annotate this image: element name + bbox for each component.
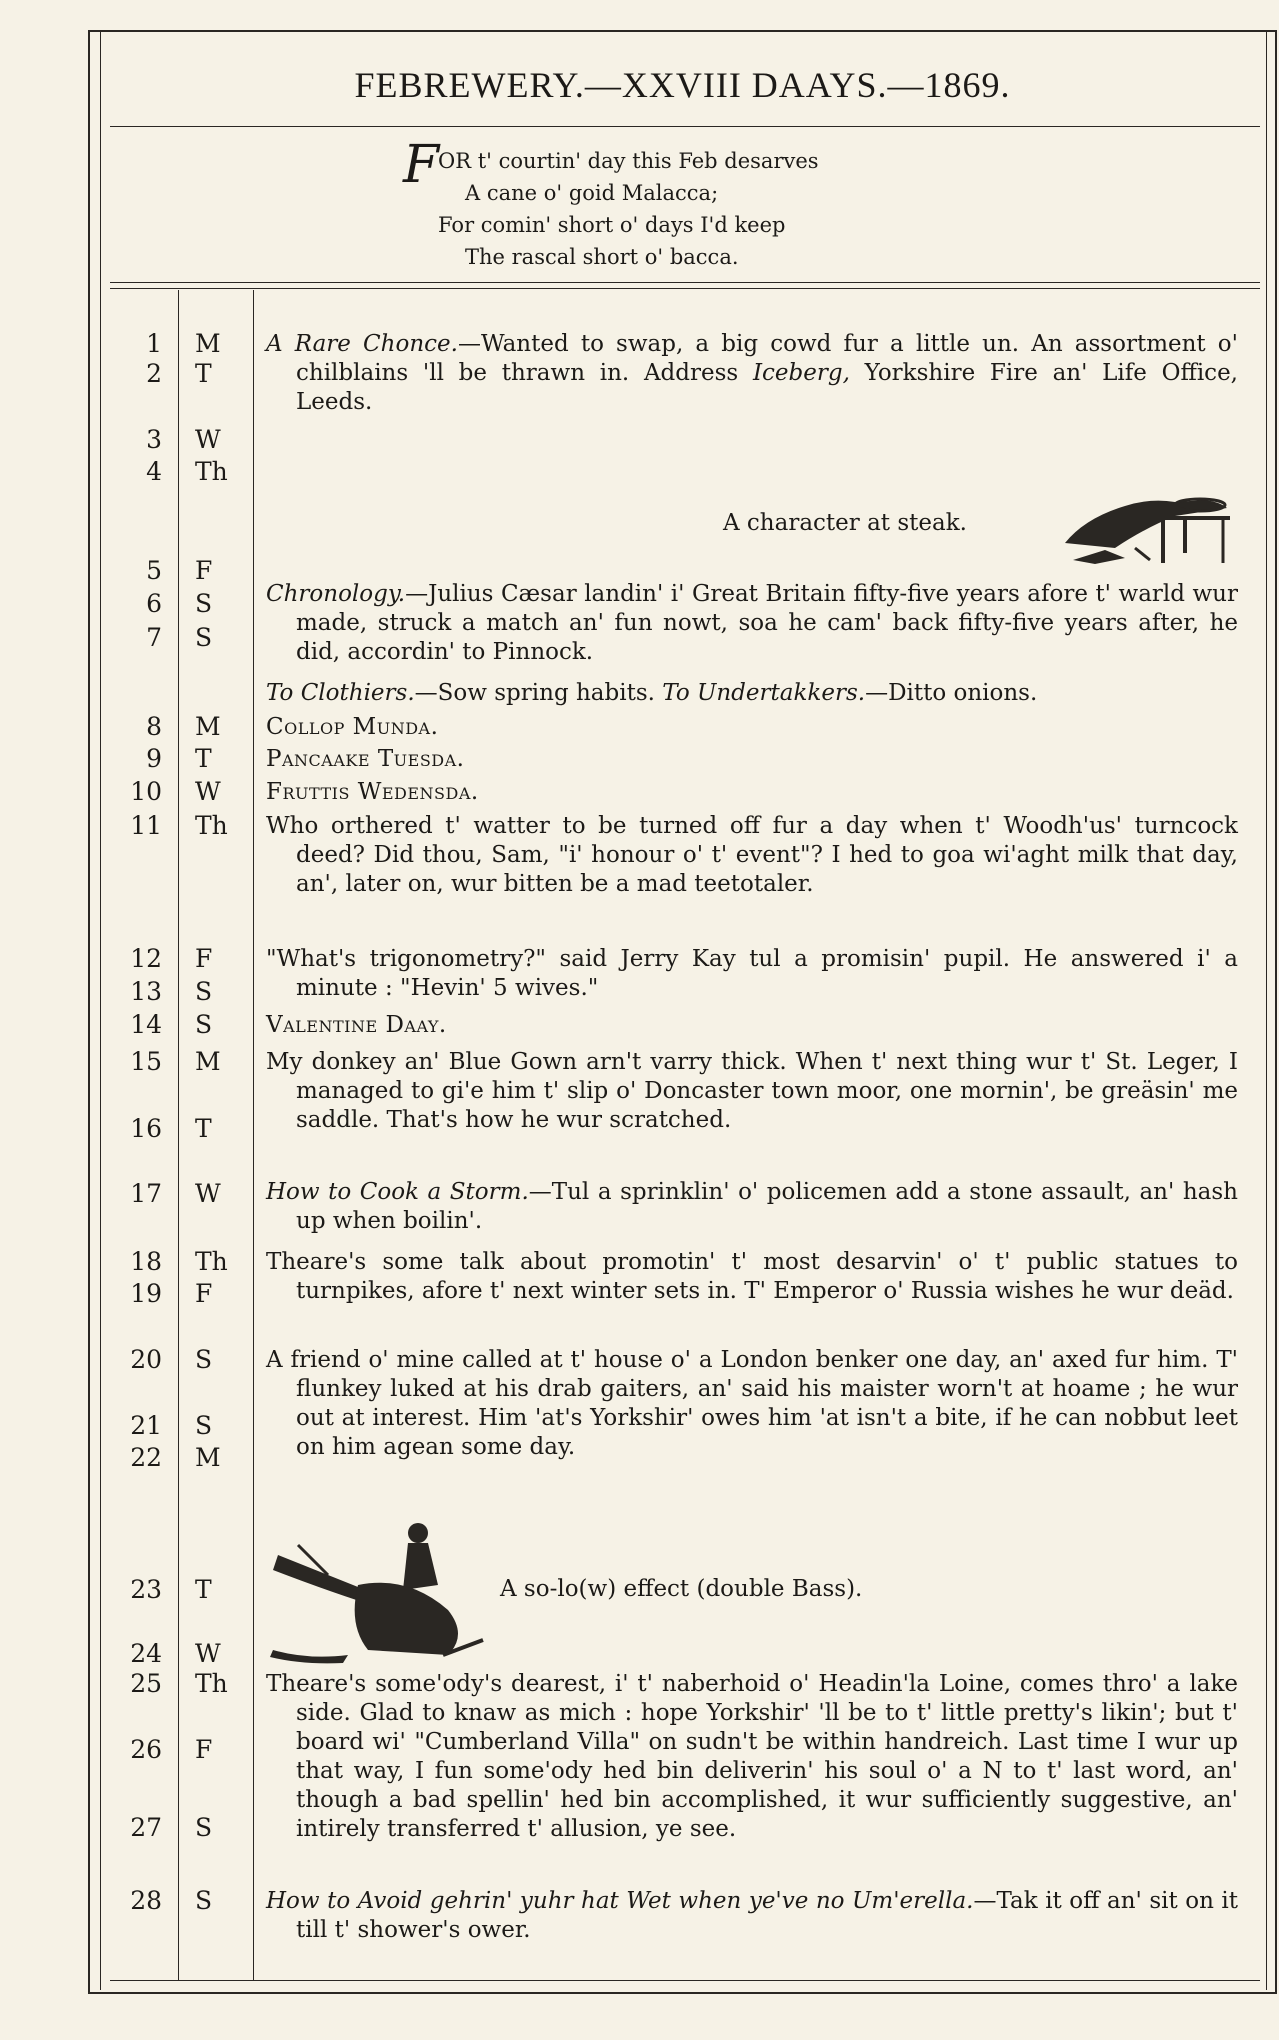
day-number: 5 <box>146 556 162 585</box>
day-name: Th <box>195 1247 228 1276</box>
day-number: 10 <box>130 777 162 806</box>
entry-collop-munda: Collop Munda. <box>266 714 439 740</box>
bottom-rule <box>110 1980 1260 1981</box>
column-divider-1 <box>178 290 179 1980</box>
day-name: F <box>195 1279 213 1308</box>
day-name: T <box>195 1114 212 1143</box>
verse-rule-top <box>110 282 1260 283</box>
day-number: 18 <box>130 1247 162 1276</box>
title-rule <box>110 126 1260 127</box>
day-name: Th <box>195 457 228 486</box>
entry-london-benker <box>266 1346 1238 1462</box>
entry-fruttis-wedensda: Fruttis Wedensda. <box>266 779 479 805</box>
day-name: S <box>195 1813 213 1842</box>
day-number: 1 <box>146 329 162 358</box>
day-number: 12 <box>130 944 162 973</box>
day-name: S <box>195 1345 213 1374</box>
day-name: S <box>195 977 213 1006</box>
double-bass-illustration <box>268 1515 493 1665</box>
page-title: FEBREWERY.—XXVIII DAAYS.—1869. <box>354 65 1011 105</box>
day-number: 4 <box>146 457 162 486</box>
entry-heading: To Undertakkers. <box>662 680 866 706</box>
entry-heading: A Rare Chonce. <box>266 331 458 357</box>
day-number: 8 <box>146 712 162 741</box>
drop-cap: F <box>403 135 440 195</box>
entry-text: Who orthered t' watter to be turned off fur a day when t' Woodh'us' turncock deed? Did thou, Sam, "i' honour o' t' event"? I hed to goa wi'aght milk that day, an', later on, wur bitten be a mad teetotaler. <box>266 813 1238 897</box>
day-number: 14 <box>130 1010 162 1039</box>
day-name: Th <box>195 1669 228 1698</box>
day-number: 11 <box>130 811 162 840</box>
entry-valentine-daay: Valentine Daay. <box>266 1012 447 1038</box>
entry-heading: Chronology. <box>266 581 406 607</box>
day-number: 26 <box>130 1735 162 1764</box>
day-name: T <box>195 359 212 388</box>
entry-text: My donkey an' Blue Gown arn't varry thick. When t' next thing wur t' St. Leger, I managed to gi'e him t' slip o' Doncaster town moor, one mornin', be greäsin' me saddle. That's how he wur scratched. <box>266 1049 1238 1133</box>
day-number: 19 <box>130 1279 162 1308</box>
sunday-symbol: S <box>195 1411 213 1440</box>
day-name: T <box>195 1575 212 1604</box>
day-number: 27 <box>130 1813 162 1842</box>
day-number: 22 <box>130 1443 162 1472</box>
entry-rare-chonce <box>266 330 1238 417</box>
day-number: 15 <box>130 1047 162 1076</box>
column-divider-2 <box>253 290 254 1980</box>
day-number: 28 <box>130 1886 162 1915</box>
day-number: 17 <box>130 1179 162 1208</box>
verse-line: A cane o' goid Malacca; <box>465 181 719 205</box>
day-number: 6 <box>146 589 162 618</box>
entry-text: "What's trigonometry?" said Jerry Kay tul a promisin' pupil. He answered i' a minute : "Hevin' 5 wives." <box>266 946 1238 1001</box>
entry-heading: How to Avoid gehrin' yuhr hat Wet when ye've no Um'erella. <box>266 1888 974 1914</box>
entry-cook-a-storm <box>266 1178 1238 1236</box>
entry-text: A friend o' mine called at t' house o' a London benker one day, an' axed fur him. T' flunkey luked at his drab gaiters, an' said his maister worn't at hoame ; he wur out at interest. Him 'at's Yorkshir' owes him 'at isn't a bite, if he can nobbut leet on him agean some day. <box>266 1347 1238 1460</box>
day-name: F <box>195 944 213 973</box>
entry-turncock <box>266 812 1238 899</box>
entry-text: Yorkshire Fire an' Life Office, Leeds. <box>296 360 1238 415</box>
day-number: 16 <box>130 1114 162 1143</box>
entry-text: —Julius Cæsar landin' i' Great Britain fifty-five years afore t' warld wur made, struck a match an' fun nowt, soa he cam' back fifty-five years after, he did, accordin' to Pinnock. <box>296 581 1238 665</box>
day-name: F <box>195 556 213 585</box>
entry-trigonometry <box>266 945 1238 1003</box>
day-name: W <box>195 777 221 806</box>
day-number: 9 <box>146 744 162 773</box>
entry-heading: To Clothiers. <box>266 680 415 706</box>
day-number: 21 <box>130 1411 162 1440</box>
day-name: M <box>195 712 221 741</box>
entry-text: Theare's some talk about promotin' t' most desarvin' o' t' public statues to turnpikes, afore t' next winter sets in. T' Emperor o' Russia wishes he wur deäd. <box>266 1249 1238 1304</box>
day-name: M <box>195 1443 221 1472</box>
entry-emphasis: Iceberg, <box>752 360 850 386</box>
sunday-symbol: S <box>195 1886 213 1915</box>
day-number: 3 <box>146 425 162 454</box>
day-name: Th <box>195 811 228 840</box>
verse-line: OR t' courtin' day this Feb desarves <box>438 149 819 173</box>
entry-text: Theare's some'ody's dearest, i' t' naberhoid o' Headin'la Loine, comes thro' a lake side. Glad to knaw as mich : hope Yorkshir' 'll be to t' little pretty's likin'; but t' board wi' "Cumberland Villa" on sudn't be within handreich. Last time I wur up that way, I fun some'ody hed bin deliverin' his soul o' a N to t' last word, an' though a bad spellin' hed bin accomplished, it wur sufficiently suggestive, an' intirely transferred t' allusion, ye see. <box>266 1671 1238 1842</box>
entry-clothiers <box>266 679 1238 708</box>
day-number: 25 <box>130 1669 162 1698</box>
entry-text: —Tul a sprinklin' o' policemen add a stone assault, an' hash up when boilin'. <box>296 1179 1238 1234</box>
day-name: W <box>195 1639 221 1668</box>
entry-umerella <box>266 1887 1238 1945</box>
caption-steak: A character at steak. <box>723 510 967 536</box>
day-name: S <box>195 589 213 618</box>
day-number: 24 <box>130 1639 162 1668</box>
entry-text: —Ditto onions. <box>865 680 1038 706</box>
entry-donkey <box>266 1048 1238 1135</box>
entry-public-statues <box>266 1248 1238 1306</box>
day-name: M <box>195 1047 221 1076</box>
entry-pancaake-tuesda: Pancaake Tuesda. <box>266 746 465 772</box>
entry-chronology <box>266 580 1238 667</box>
opening-verse <box>403 135 819 273</box>
entry-text: —Wanted to swap, a big cowd fur a little un. An assortment o' chilblains 'll be thrawn in. Address <box>296 331 1238 386</box>
day-number: 7 <box>146 623 162 652</box>
day-name: M <box>195 329 221 358</box>
day-name: W <box>195 1179 221 1208</box>
day-number: 2 <box>146 359 162 388</box>
day-name: F <box>195 1735 213 1764</box>
day-name: W <box>195 425 221 454</box>
day-number: 13 <box>130 977 162 1006</box>
entry-headinla-loine <box>266 1670 1238 1844</box>
day-name: T <box>195 744 212 773</box>
entry-text: —Sow spring habits. <box>414 680 663 706</box>
day-number: 23 <box>130 1575 162 1604</box>
steak-illustration <box>1055 488 1235 568</box>
verse-line: For comin' short o' days I'd keep <box>438 213 786 237</box>
sunday-symbol: S <box>195 1010 213 1039</box>
entry-text: —Tak it off an' sit on it till t' shower's ower. <box>296 1888 1238 1943</box>
sunday-symbol: S <box>195 623 213 652</box>
caption-double-bass: A so-lo(w) effect (double Bass). <box>500 1576 863 1602</box>
verse-rule-bottom <box>110 288 1260 289</box>
verse-line: The rascal short o' bacca. <box>465 245 739 269</box>
day-number: 20 <box>130 1345 162 1374</box>
entry-heading: How to Cook a Storm. <box>266 1179 529 1205</box>
